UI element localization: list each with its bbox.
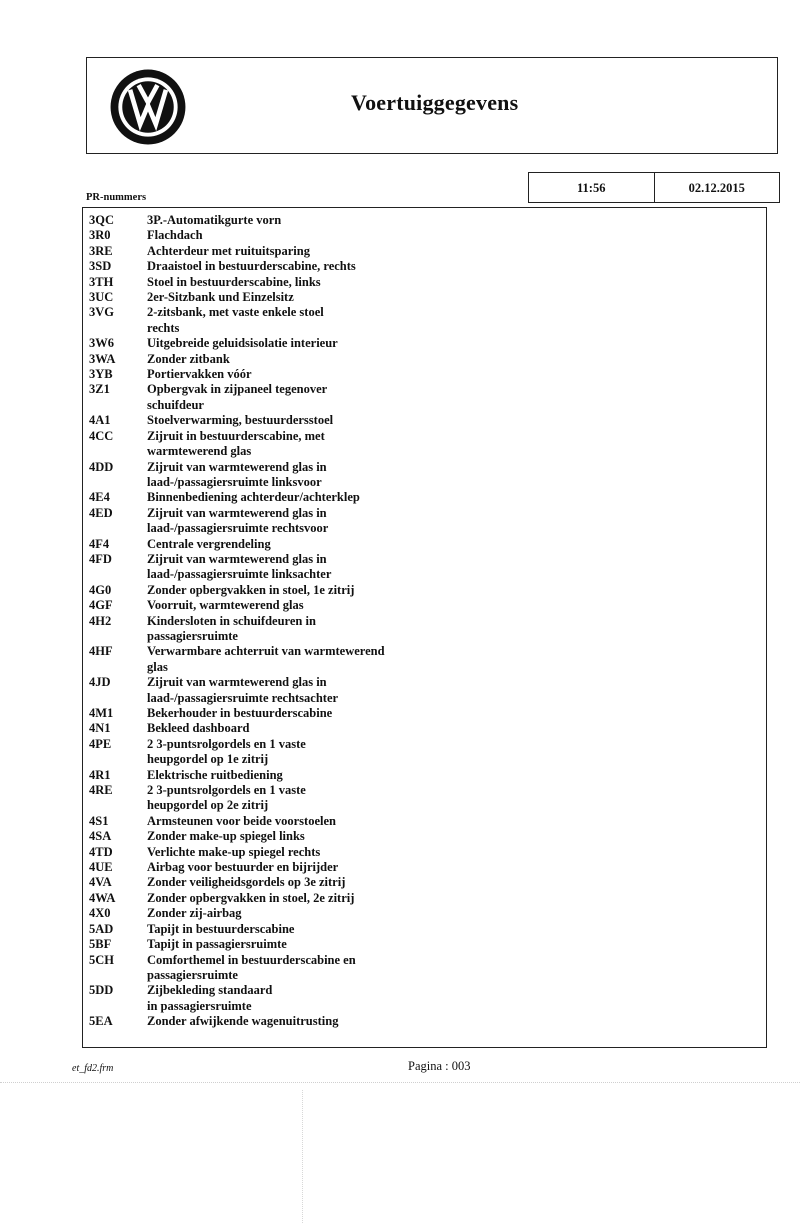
- pr-description: Stoel in bestuurderscabine, links: [147, 274, 321, 289]
- list-item: [89, 937, 729, 952]
- pr-description: Bekleed dashboard: [147, 721, 250, 736]
- pr-numbers-label: PR-nummers: [86, 192, 147, 203]
- list-item: [89, 768, 729, 783]
- list-item: [89, 860, 729, 875]
- pr-code: 4ED: [89, 505, 113, 520]
- pr-code: 3Z1: [89, 382, 110, 397]
- list-item: [89, 352, 729, 367]
- list-item: [89, 275, 729, 290]
- pr-code: 3TH: [89, 274, 114, 289]
- list-item: [89, 737, 729, 768]
- list-item: [89, 382, 729, 413]
- list-item: [89, 721, 729, 736]
- pr-code: 5AD: [89, 921, 114, 936]
- pr-code: 4E4: [89, 490, 110, 505]
- list-item: [89, 336, 729, 351]
- pr-description: Binnenbediening achterdeur/achterklep: [147, 490, 360, 505]
- pr-code: 3W6: [89, 336, 114, 351]
- pr-description: 2 3-puntsrolgordels en 1 vaste heupgordel op 1e zitrij: [147, 736, 306, 767]
- pr-description: Zonder afwijkende wagenuitrusting: [147, 1014, 339, 1029]
- timestamp-box: [528, 172, 780, 203]
- pr-description: Draaistoel in bestuurderscabine, rechts: [147, 259, 356, 274]
- list-item: [89, 891, 729, 906]
- pr-code: 4JD: [89, 675, 111, 690]
- pr-description: Zonder veiligheidsgordels op 3e zitrij: [147, 875, 346, 890]
- pr-code: 4X0: [89, 906, 111, 921]
- pr-description: Stoelverwarming, bestuurdersstoel: [147, 413, 334, 428]
- pr-code: 5CH: [89, 952, 114, 967]
- pr-code: 4N1: [89, 721, 111, 736]
- time-value: 11:56: [577, 181, 606, 195]
- pr-code: 4H2: [89, 613, 112, 628]
- list-item: [89, 367, 729, 382]
- pr-code: 3R0: [89, 228, 111, 243]
- pr-description: 2-zitsbank, met vaste enkele stoel rechts: [147, 305, 324, 335]
- pr-description: Verlichte make-up spiegel rechts: [147, 844, 321, 859]
- list-item: [89, 506, 729, 537]
- pr-description: Kindersloten in schuifdeuren in passagiersruimte: [147, 613, 316, 643]
- list-item: [89, 706, 729, 721]
- pr-description: Zijruit in bestuurderscabine, met warmtewerend glas: [147, 428, 325, 459]
- pr-description: Zonder zij-airbag: [147, 906, 242, 921]
- pr-description: Uitgebreide geluidsisolatie interieur: [147, 336, 338, 351]
- pr-description: Portiervakken vóór: [147, 367, 252, 382]
- pr-code: 4TD: [89, 844, 113, 859]
- list-item: [89, 244, 729, 259]
- list-item: [89, 644, 729, 675]
- pr-code: 3SD: [89, 259, 112, 274]
- pr-description: Zonder zitbank: [147, 351, 230, 366]
- list-item: [89, 290, 729, 305]
- pr-description: Zijruit van warmtewerend glas in laad-/passagiersruimte rechtsachter: [147, 675, 339, 705]
- list-item: [89, 552, 729, 583]
- scan-artifact-vline: [302, 1090, 303, 1223]
- list-item: [89, 829, 729, 844]
- list-item: [89, 213, 729, 228]
- vw-logo-icon: [109, 68, 187, 146]
- header-box: [86, 57, 778, 154]
- pr-description: Zijruit van warmtewerend glas in laad-/passagiersruimte linksvoor: [147, 459, 327, 489]
- pr-description: Comforthemel in bestuurderscabine en passagiersruimte: [147, 952, 356, 982]
- pr-description: Zijruit van warmtewerend glas in laad-/passagiersruimte linksachter: [147, 551, 332, 582]
- list-item: [89, 583, 729, 598]
- pr-code: 3YB: [89, 367, 113, 382]
- list-item: [89, 598, 729, 613]
- pr-description: Airbag voor bestuurder en bijrijder: [147, 860, 339, 875]
- list-item: [89, 460, 729, 491]
- list-item: [89, 413, 729, 428]
- list-item: [89, 922, 729, 937]
- pr-description: Zijruit van warmtewerend glas in laad-/passagiersruimte rechtsvoor: [147, 505, 329, 536]
- pr-description: 2 3-puntsrolgordels en 1 vaste heupgordel op 2e zitrij: [147, 783, 306, 813]
- pr-code: 5DD: [89, 983, 114, 998]
- pr-code: 4GF: [89, 598, 113, 613]
- pr-code: 4WA: [89, 890, 116, 905]
- pr-description: Zijbekleding standaard in passagiersruimte: [147, 983, 273, 1013]
- pr-description: Opbergvak in zijpaneel tegenover schuifdeur: [147, 382, 328, 412]
- pr-code: 4A1: [89, 413, 111, 428]
- date-value: 02.12.2015: [654, 173, 780, 202]
- list-item: [89, 259, 729, 274]
- pr-description: Verwarmbare achterruit van warmtewerend glas: [147, 644, 385, 674]
- pr-code: 4R1: [89, 767, 111, 782]
- pr-code: 4CC: [89, 428, 114, 443]
- form-name: et_fd2.frm: [72, 1063, 114, 1074]
- pr-code: 3UC: [89, 290, 114, 305]
- pr-description: Zonder opbergvakken in stoel, 2e zitrij: [147, 890, 355, 905]
- pr-code: 3VG: [89, 305, 114, 320]
- pr-code: 4S1: [89, 813, 109, 828]
- scan-artifact-line: [0, 1082, 800, 1083]
- list-item: [89, 1014, 729, 1029]
- list-item: [89, 953, 729, 984]
- pr-code: 4DD: [89, 459, 114, 474]
- pr-description: Bekerhouder in bestuurderscabine: [147, 706, 333, 720]
- pr-description: Voorruit, warmtewerend glas: [147, 598, 304, 613]
- pr-code: 4UE: [89, 860, 113, 875]
- list-item: [89, 675, 729, 706]
- list-item: [89, 614, 729, 645]
- list-item: [89, 906, 729, 921]
- pr-code: 4VA: [89, 875, 112, 890]
- pr-description: Elektrische ruitbediening: [147, 767, 283, 782]
- pr-code: 3WA: [89, 351, 116, 366]
- pr-code: 4F4: [89, 536, 110, 551]
- pr-description: Tapijt in bestuurderscabine: [147, 921, 295, 936]
- list-item: [89, 305, 729, 336]
- list-item: [89, 537, 729, 552]
- list-item: [89, 845, 729, 860]
- pr-description: Flachdach: [147, 228, 203, 243]
- list-item: [89, 228, 729, 243]
- pr-code: 5BF: [89, 937, 112, 952]
- pr-description: 2er-Sitzbank und Einzelsitz: [147, 290, 294, 305]
- list-item: [89, 875, 729, 890]
- pr-code: 4RE: [89, 783, 113, 798]
- pr-code: 4PE: [89, 736, 112, 751]
- pr-code: 4M1: [89, 706, 114, 720]
- page-number: Pagina : 003: [408, 1059, 471, 1073]
- pr-numbers-list: [89, 213, 729, 1030]
- pr-description: Achterdeur met ruituitsparing: [147, 243, 310, 258]
- pr-description: Zonder make-up spiegel links: [147, 829, 305, 844]
- pr-code: 4HF: [89, 644, 113, 659]
- pr-code: 3RE: [89, 243, 113, 258]
- pr-code: 4SA: [89, 829, 112, 844]
- page-title: Voertuiggegevens: [351, 90, 519, 115]
- pr-code: 4FD: [89, 551, 112, 566]
- pr-description: 3P.-Automatikgurte vorn: [147, 213, 282, 227]
- pr-description: Centrale vergrendeling: [147, 536, 271, 551]
- list-item: [89, 490, 729, 505]
- list-item: [89, 983, 729, 1014]
- pr-code: 3QC: [89, 213, 114, 227]
- pr-numbers-list-box: [82, 207, 767, 1048]
- list-item: [89, 429, 729, 460]
- list-item: [89, 783, 729, 814]
- pr-code: 5EA: [89, 1014, 113, 1029]
- pr-description: Armsteunen voor beide voorstoelen: [147, 813, 336, 828]
- pr-description: Zonder opbergvakken in stoel, 1e zitrij: [147, 582, 355, 597]
- pr-description: Tapijt in passagiersruimte: [147, 937, 287, 952]
- list-item: [89, 814, 729, 829]
- pr-code: 4G0: [89, 582, 112, 597]
